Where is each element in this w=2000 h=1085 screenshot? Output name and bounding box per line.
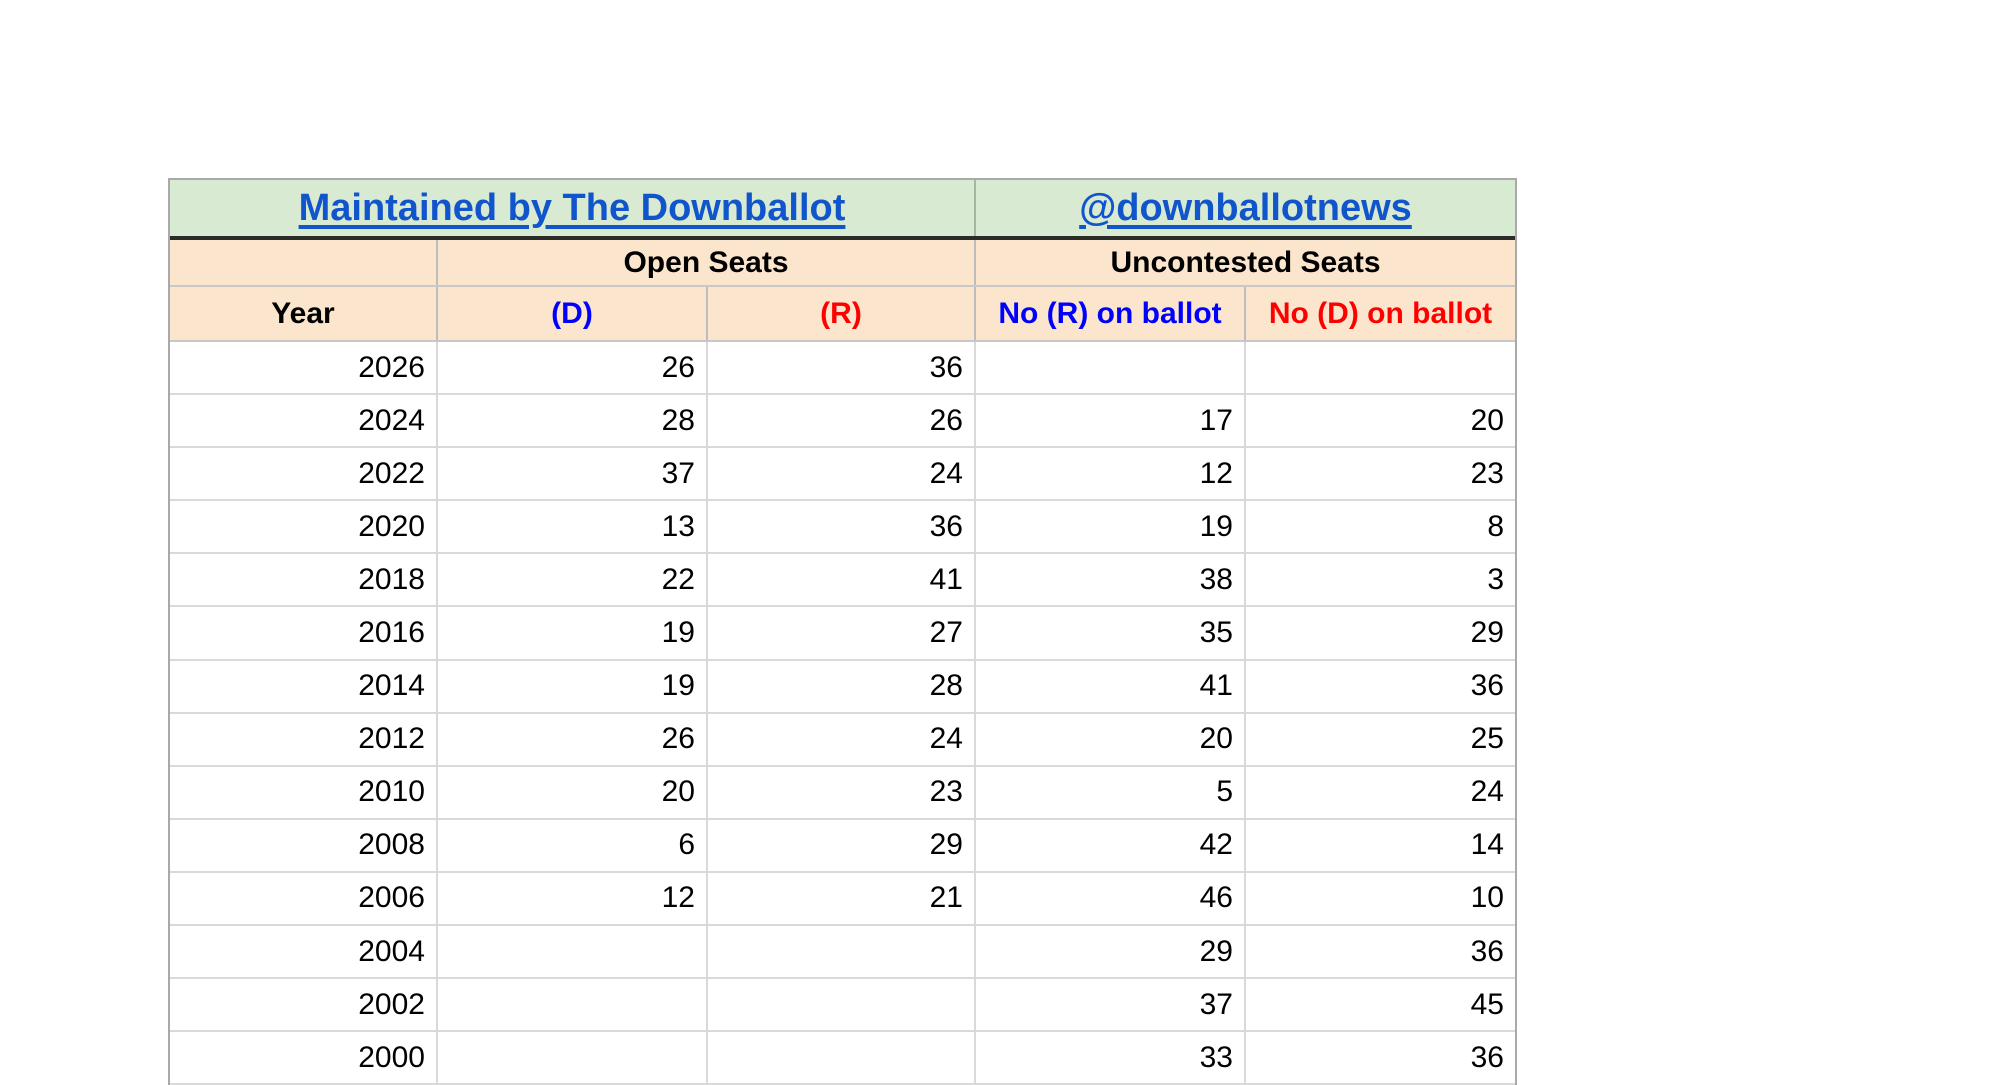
cell-open-d: 20 bbox=[438, 767, 708, 818]
cell-no-r: 29 bbox=[976, 926, 1246, 977]
title-cell-right bbox=[976, 180, 1515, 236]
cell-open-r: 21 bbox=[708, 873, 976, 924]
table-row bbox=[170, 395, 1515, 448]
header-cell-year bbox=[170, 287, 438, 340]
table-row bbox=[170, 607, 1515, 660]
cell-no-r: 12 bbox=[976, 448, 1246, 499]
cell-open-r: 36 bbox=[708, 501, 976, 552]
table-body bbox=[170, 342, 1515, 1085]
cell-no-r: 46 bbox=[976, 873, 1246, 924]
table-row bbox=[170, 873, 1515, 926]
cell-open-r: 23 bbox=[708, 767, 976, 818]
cell-open-d: 12 bbox=[438, 873, 708, 924]
cell-no-d: 14 bbox=[1470, 828, 1504, 862]
title-cell-left bbox=[170, 180, 976, 236]
no-d-header-label: No (D) on ballot bbox=[1268, 296, 1493, 330]
cell-no-r: 17 bbox=[976, 395, 1246, 446]
cell-open-r: 36 bbox=[708, 342, 976, 393]
cell-no-d: 29 bbox=[1470, 616, 1504, 650]
downballotnews-link[interactable]: @downballotnews bbox=[1079, 186, 1412, 229]
cell-no-d: 36 bbox=[1470, 669, 1504, 703]
group-cell-open-seats bbox=[438, 240, 976, 285]
cell-open-d: 26 bbox=[438, 342, 708, 393]
cell-no-d: 36 bbox=[1470, 934, 1504, 968]
table-row bbox=[170, 661, 1515, 714]
cell-open-d: 28 bbox=[438, 395, 708, 446]
cell-year: 2002 bbox=[170, 979, 438, 1030]
cell-year: 2010 bbox=[170, 767, 438, 818]
cell-year: 2000 bbox=[170, 1032, 438, 1083]
cell-open-r bbox=[708, 926, 976, 977]
cell-year: 2020 bbox=[170, 501, 438, 552]
cell-no-d: 8 bbox=[1487, 509, 1504, 543]
cell-open-d: 19 bbox=[438, 661, 708, 712]
title-row bbox=[170, 178, 1515, 236]
header-cell-no-r-on-ballot bbox=[976, 287, 1246, 340]
cell-no-r: 41 bbox=[976, 661, 1246, 712]
header-cell-open-r bbox=[708, 287, 976, 340]
group-cell-uncontested-seats bbox=[976, 240, 1515, 285]
cell-no-d: 45 bbox=[1470, 987, 1504, 1021]
cell-no-r: 35 bbox=[976, 607, 1246, 658]
cell-open-d bbox=[438, 926, 708, 977]
cell-year: 2014 bbox=[170, 661, 438, 712]
cell-open-r bbox=[708, 1032, 976, 1083]
cell-year: 2008 bbox=[170, 820, 438, 871]
cell-no-d: 36 bbox=[1470, 1040, 1504, 1074]
cell-no-d: 20 bbox=[1470, 403, 1504, 437]
cell-no-r: 20 bbox=[976, 714, 1246, 765]
cell-open-d: 19 bbox=[438, 607, 708, 658]
table-row bbox=[170, 714, 1515, 767]
cell-no-r: 33 bbox=[976, 1032, 1246, 1083]
cell-open-d: 13 bbox=[438, 501, 708, 552]
table-row bbox=[170, 342, 1515, 395]
cell-year: 2018 bbox=[170, 554, 438, 605]
cell-no-r: 38 bbox=[976, 554, 1246, 605]
cell-year: 2026 bbox=[170, 342, 438, 393]
cell-year: 2012 bbox=[170, 714, 438, 765]
cell-no-r bbox=[976, 342, 1246, 393]
maintained-by-link[interactable]: Maintained by The Downballot bbox=[298, 186, 846, 229]
cell-open-r: 24 bbox=[708, 448, 976, 499]
cell-no-r: 42 bbox=[976, 820, 1246, 871]
cell-no-d: 23 bbox=[1470, 456, 1504, 490]
cell-year: 2024 bbox=[170, 395, 438, 446]
header-cell-no-d-on-ballot bbox=[1246, 287, 1515, 340]
column-header-row bbox=[170, 287, 1515, 342]
table-row bbox=[170, 926, 1515, 979]
cell-open-r: 26 bbox=[708, 395, 976, 446]
cell-year: 2006 bbox=[170, 873, 438, 924]
open-seats-label: Open Seats bbox=[623, 245, 789, 279]
table-row bbox=[170, 448, 1515, 501]
cell-year: 2004 bbox=[170, 926, 438, 977]
cell-no-r: 19 bbox=[976, 501, 1246, 552]
cell-no-d: 10 bbox=[1470, 881, 1504, 915]
cell-open-r bbox=[708, 979, 976, 1030]
cell-open-d: 6 bbox=[438, 820, 708, 871]
uncontested-seats-label: Uncontested Seats bbox=[1110, 245, 1381, 279]
table-row bbox=[170, 767, 1515, 820]
cell-open-d bbox=[438, 979, 708, 1030]
cell-open-d: 22 bbox=[438, 554, 708, 605]
cell-year: 2016 bbox=[170, 607, 438, 658]
cell-open-d: 26 bbox=[438, 714, 708, 765]
table-row bbox=[170, 501, 1515, 554]
no-r-header-label: No (R) on ballot bbox=[998, 296, 1222, 330]
table-row bbox=[170, 554, 1515, 607]
table-row bbox=[170, 979, 1515, 1032]
cell-open-r: 24 bbox=[708, 714, 976, 765]
cell-open-r: 28 bbox=[708, 661, 976, 712]
cell-open-r: 27 bbox=[708, 607, 976, 658]
cell-no-d: 3 bbox=[1487, 562, 1504, 596]
cell-no-r: 5 bbox=[976, 767, 1246, 818]
open-d-header-label: (D) bbox=[551, 296, 593, 330]
open-r-header-label: (R) bbox=[820, 296, 862, 330]
cell-no-d bbox=[1246, 342, 1515, 393]
table-row bbox=[170, 820, 1515, 873]
cell-no-d: 25 bbox=[1470, 722, 1504, 756]
group-cell-blank bbox=[170, 240, 438, 285]
table-row bbox=[170, 1032, 1515, 1085]
year-header-label: Year bbox=[271, 296, 335, 330]
cell-no-d: 24 bbox=[1470, 775, 1504, 809]
seats-table bbox=[168, 178, 1517, 1085]
group-header-row bbox=[170, 240, 1515, 287]
cell-open-r: 29 bbox=[708, 820, 976, 871]
header-cell-open-d bbox=[438, 287, 708, 340]
cell-open-d bbox=[438, 1032, 708, 1083]
cell-no-r: 37 bbox=[976, 979, 1246, 1030]
cell-year: 2022 bbox=[170, 448, 438, 499]
cell-open-r: 41 bbox=[708, 554, 976, 605]
cell-open-d: 37 bbox=[438, 448, 708, 499]
